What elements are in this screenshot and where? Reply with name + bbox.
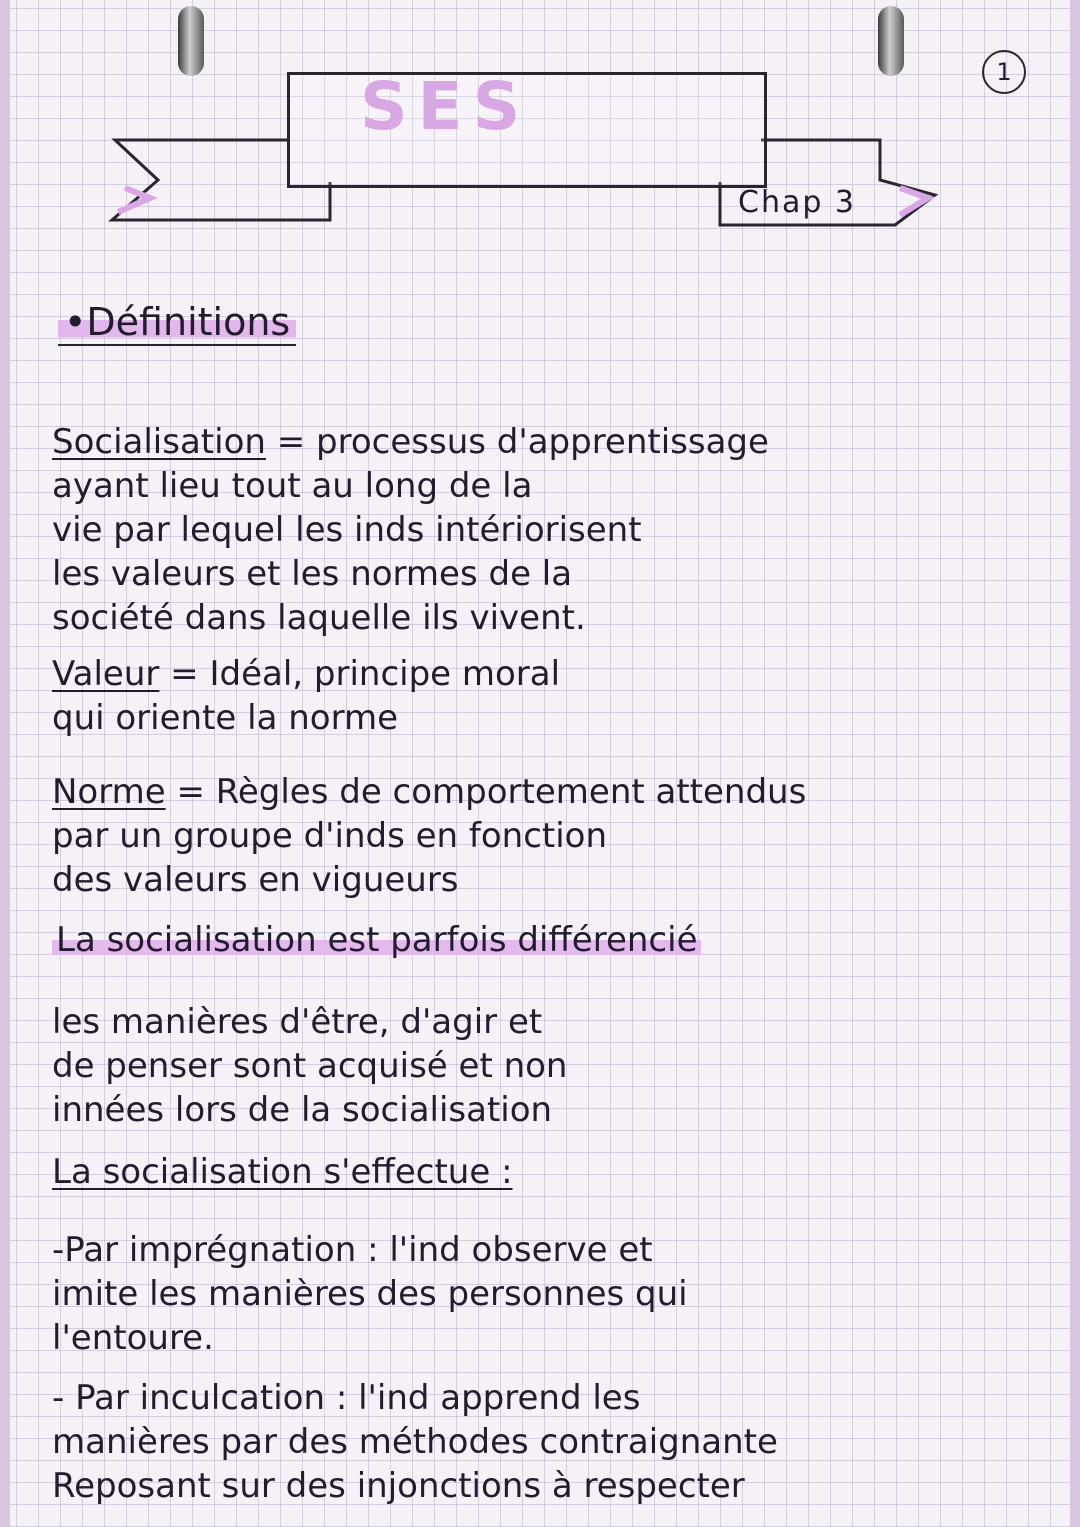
term-label: Norme bbox=[52, 772, 166, 812]
definition-line: des valeurs en vigueurs bbox=[52, 860, 459, 900]
definition-line: = Règles de comportement attendus bbox=[165, 772, 807, 812]
bullet-line: -Par imprégnation : l'ind observe et bbox=[52, 1230, 653, 1270]
definition-line: par un groupe d'inds en fonction bbox=[52, 816, 608, 856]
socialisation-intro bbox=[52, 1150, 1042, 1194]
section-title: •Définitions bbox=[58, 300, 296, 346]
definition-line: vie par lequel les inds intériorisent bbox=[52, 510, 642, 550]
highlighted-statement bbox=[52, 918, 1042, 962]
definition-line: ayant lieu tout au long de la bbox=[52, 466, 533, 506]
definition-line: qui oriente la norme bbox=[52, 698, 398, 738]
bullet-line: manières par des méthodes contraignante bbox=[52, 1422, 778, 1462]
term-label: Valeur bbox=[52, 654, 160, 694]
definition-line: société dans laquelle ils vivent. bbox=[52, 598, 586, 638]
definition-socialisation bbox=[52, 420, 1042, 640]
definition-line: les valeurs et les normes de la bbox=[52, 554, 573, 594]
chapter-label: Chap 3 bbox=[738, 185, 857, 220]
page-number: 1 bbox=[982, 50, 1026, 94]
paragraph-line: les manières d'être, d'agir et bbox=[52, 1002, 543, 1042]
bullet-line: Reposant sur des injonctions à respecter bbox=[52, 1466, 745, 1506]
definition-valeur bbox=[52, 652, 1042, 740]
term-label: Socialisation bbox=[52, 422, 266, 462]
highlight-text: La socialisation est parfois différencié bbox=[52, 920, 701, 960]
paragraph-line: de penser sont acquisé et non bbox=[52, 1046, 568, 1086]
bullet-inculcation bbox=[52, 1376, 1042, 1508]
bullet-line: l'entoure. bbox=[52, 1318, 214, 1358]
definition-line: = Idéal, principe moral bbox=[159, 654, 561, 694]
paragraph-acquired bbox=[52, 1000, 1042, 1132]
definition-line: = processus d'apprentissage bbox=[265, 422, 769, 462]
page-title: SES bbox=[360, 68, 531, 145]
intro-text: La socialisation s'effectue : bbox=[52, 1152, 513, 1192]
bullet-line: imite les manières des personnes qui bbox=[52, 1274, 688, 1314]
paragraph-line: innées lors de la socialisation bbox=[52, 1090, 553, 1130]
bullet-impregnation bbox=[52, 1228, 1042, 1360]
definition-norme bbox=[52, 770, 1042, 902]
bullet-line: - Par inculcation : l'ind apprend les bbox=[52, 1378, 641, 1418]
